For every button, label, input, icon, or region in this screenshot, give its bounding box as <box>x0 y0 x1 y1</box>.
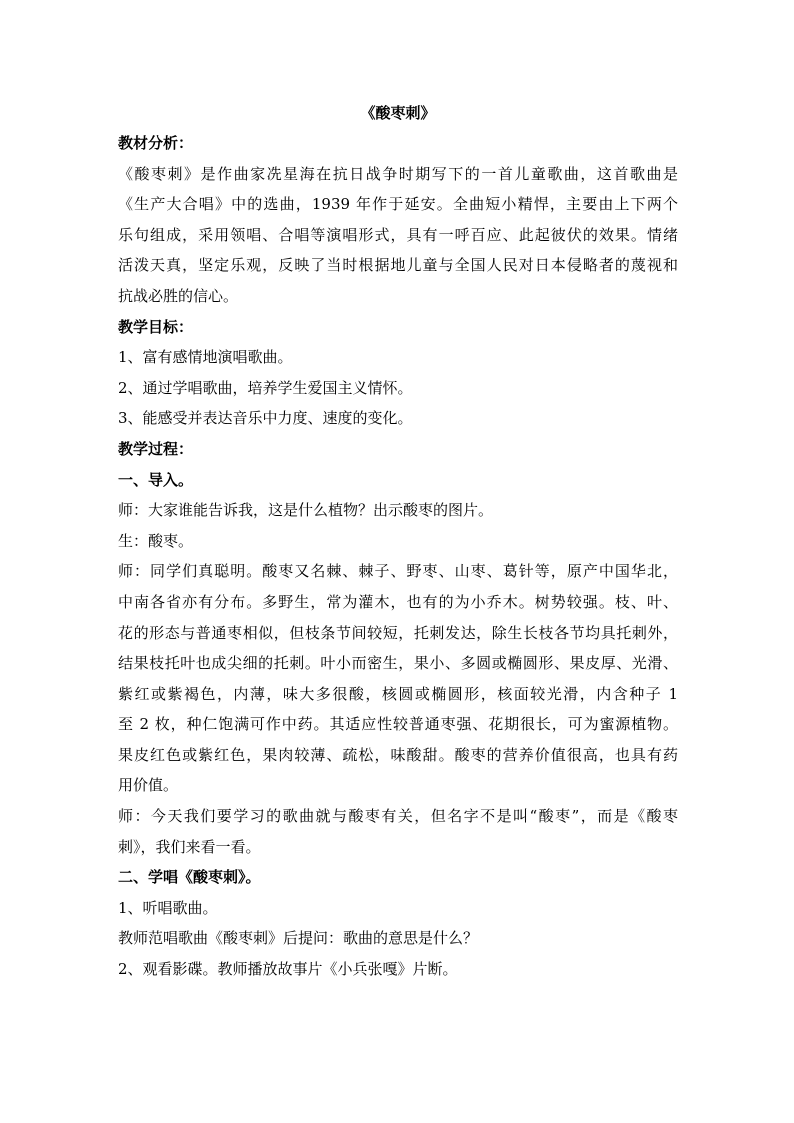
analysis-line: 抗战必胜的信心。 <box>118 286 239 305</box>
analysis-heading: 教材分析： <box>118 134 194 152</box>
step2-item: 1、听唱歌曲。 <box>118 898 218 917</box>
step2-item: 教师范唱歌曲《酸枣刺》后提问：歌曲的意思是什么？ <box>118 929 479 948</box>
teacher-question: 师：大家谁能告诉我，这是什么植物？出示酸枣的图片。 <box>118 501 494 520</box>
document-page <box>118 98 678 985</box>
intro-line: 果皮红色或紫红色，果肉较薄、疏松，味酸甜。酸枣的营养价值很高，也具有药 <box>118 745 678 764</box>
intro-line: 花的形态与普通枣相似，但枝条节间较短，托刺发达，除生长枝各节均具托刺外， <box>118 623 678 642</box>
step2-heading: 二、学唱《酸枣刺》。 <box>118 868 261 887</box>
transition-line: 师：今天我们要学习的歌曲就与酸枣有关，但名字不是叫“酸枣”，而是《酸枣 <box>118 807 678 826</box>
intro-line: 紫红或紫褐色，内薄，味大多很酸，核圆或椭圆形，核面较光滑，内含种子 1 <box>118 684 678 703</box>
analysis-line: 活泼天真，坚定乐观，反映了当时根据地儿童与全国人民对日本侵略者的蔑视和 <box>118 256 678 275</box>
teacher-transition-paragraph <box>118 801 678 862</box>
intro-line: 中南各省亦有分布。多野生，常为灌木，也有的为小乔木。树势较强。枝、叶、 <box>118 592 678 611</box>
step2-item: 2、观看影碟。教师播放故事片《小兵张嘎》片断。 <box>118 960 458 979</box>
goal-item: 3、能感受并表达音乐中力度、速度的变化。 <box>118 409 413 428</box>
step1-heading: 一、导入。 <box>118 470 194 489</box>
document-title: 《酸枣刺》 <box>360 104 436 122</box>
intro-line: 用价值。 <box>118 776 179 795</box>
analysis-paragraph <box>118 159 678 312</box>
teacher-intro-paragraph <box>118 556 678 801</box>
student-answer: 生：酸枣。 <box>118 531 194 550</box>
transition-line: 刺》，我们来看一看。 <box>118 837 261 856</box>
analysis-line: 《生产大合唱》中的选曲，1939 年作于延安。全曲短小精悍，主要由上下两个 <box>118 195 678 214</box>
intro-line: 至 2 枚，种仁饱满可作中药。其适应性较普通枣强、花期很长，可为蜜源植物。 <box>118 715 678 734</box>
goal-item: 2、通过学唱歌曲，培养学生爱国主义情怀。 <box>118 378 413 397</box>
goal-item: 1、富有感情地演唱歌曲。 <box>118 348 293 367</box>
process-heading: 教学过程： <box>118 439 194 458</box>
analysis-line: 乐句组成，采用领唱、合唱等演唱形式，具有一呼百应、此起彼伏的效果。情绪 <box>118 225 678 244</box>
intro-line: 结果枝托叶也成尖细的托刺。叶小而密生，果小、多圆或椭圆形、果皮厚、光滑、 <box>118 654 678 673</box>
analysis-line: 《酸枣刺》是作曲家冼星海在抗日战争时期写下的一首儿童歌曲，这首歌曲是 <box>118 164 678 183</box>
intro-line: 师：同学们真聪明。酸枣又名棘、棘子、野枣、山枣、葛针等，原产中国华北， <box>118 562 678 581</box>
goals-heading: 教学目标： <box>118 317 194 336</box>
